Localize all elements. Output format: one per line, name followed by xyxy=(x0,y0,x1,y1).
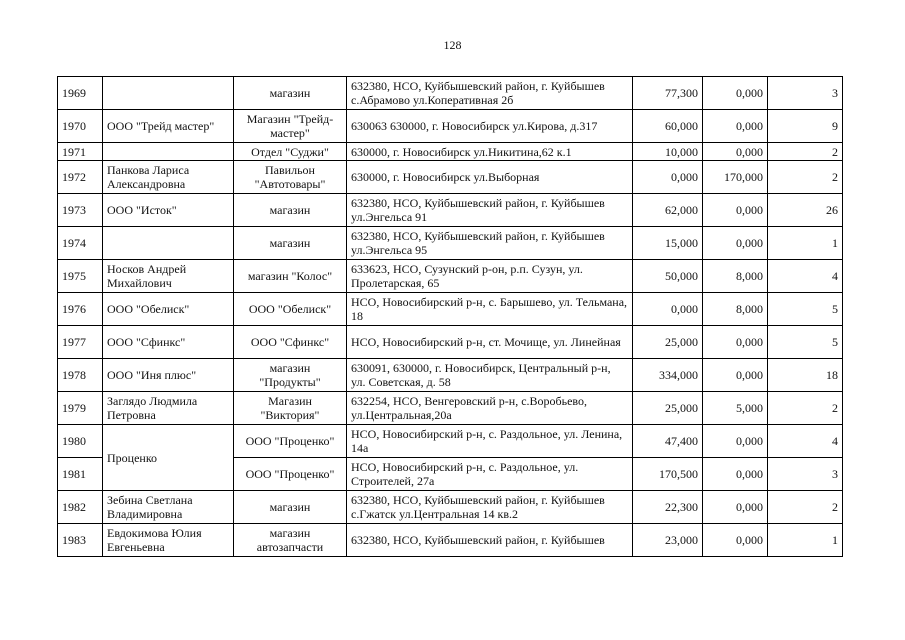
value2-cell: 170,000 xyxy=(703,161,768,194)
address-cell: 632380, НСО, Куйбышевский район, г. Куйбышев с.Абрамово ул.Коперативная 2б xyxy=(347,77,633,110)
address-cell: 632380, НСО, Куйбышевский район, г. Куйбышев ул.Энгельса 91 xyxy=(347,194,633,227)
count-cell: 26 xyxy=(768,194,843,227)
value1-cell: 50,000 xyxy=(633,260,703,293)
count-cell: 2 xyxy=(768,161,843,194)
count-cell: 2 xyxy=(768,392,843,425)
object-type-cell: ООО "Сфинкс" xyxy=(234,326,347,359)
object-type-cell: магазин автозапчасти xyxy=(234,524,347,557)
address-cell: 632254, НСО, Венгеровский р-н, с.Воробьево, ул.Центральная,20а xyxy=(347,392,633,425)
row-number: 1973 xyxy=(58,194,103,227)
count-cell: 3 xyxy=(768,458,843,491)
table-row xyxy=(58,293,843,326)
table-row xyxy=(58,260,843,293)
row-number: 1983 xyxy=(58,524,103,557)
object-type-cell: ООО "Проценко" xyxy=(234,425,347,458)
value1-cell: 60,000 xyxy=(633,110,703,143)
address-cell: 630000, г. Новосибирск ул.Выборная xyxy=(347,161,633,194)
object-type-cell: магазин xyxy=(234,227,347,260)
row-number: 1974 xyxy=(58,227,103,260)
value1-cell: 23,000 xyxy=(633,524,703,557)
value2-cell: 0,000 xyxy=(703,227,768,260)
address-cell: НСО, Новосибирский р-н, ст. Мочище, ул. Линейная xyxy=(347,326,633,359)
value1-cell: 15,000 xyxy=(633,227,703,260)
object-type-cell: магазин xyxy=(234,77,347,110)
value2-cell: 0,000 xyxy=(703,326,768,359)
value1-cell: 25,000 xyxy=(633,326,703,359)
object-type-cell: ООО "Проценко" xyxy=(234,458,347,491)
owner-cell: Панкова Лариса Александровна xyxy=(103,161,234,194)
value1-cell: 77,300 xyxy=(633,77,703,110)
address-cell: 630063 630000, г. Новосибирск ул.Кирова, д.317 xyxy=(347,110,633,143)
table-row xyxy=(58,161,843,194)
value2-cell: 5,000 xyxy=(703,392,768,425)
value1-cell: 25,000 xyxy=(633,392,703,425)
row-number: 1977 xyxy=(58,326,103,359)
table-row xyxy=(58,326,843,359)
value2-cell: 0,000 xyxy=(703,77,768,110)
table-row xyxy=(58,524,843,557)
address-cell: НСО, Новосибирский р-н, с. Раздольное, ул. Ленина, 14а xyxy=(347,425,633,458)
table-row xyxy=(58,227,843,260)
count-cell: 5 xyxy=(768,326,843,359)
row-number: 1971 xyxy=(58,143,103,161)
owner-cell: Заглядо Людмила Петровна xyxy=(103,392,234,425)
value1-cell: 334,000 xyxy=(633,359,703,392)
address-cell: 630000, г. Новосибирск ул.Никитина,62 к.1 xyxy=(347,143,633,161)
row-number: 1981 xyxy=(58,458,103,491)
owner-cell: Носков Андрей Михайлович xyxy=(103,260,234,293)
row-number: 1979 xyxy=(58,392,103,425)
object-type-cell: Магазин "Виктория" xyxy=(234,392,347,425)
object-type-cell: магазин "Колос" xyxy=(234,260,347,293)
count-cell: 1 xyxy=(768,524,843,557)
table-row xyxy=(58,110,843,143)
value2-cell: 0,000 xyxy=(703,359,768,392)
table-row xyxy=(58,491,843,524)
value2-cell: 0,000 xyxy=(703,425,768,458)
address-cell: 633623, НСО, Сузунский р-он, р.п. Сузун, ул. Пролетарская, 65 xyxy=(347,260,633,293)
count-cell: 2 xyxy=(768,143,843,161)
value2-cell: 0,000 xyxy=(703,524,768,557)
page-number: 128 xyxy=(443,38,462,52)
table-row xyxy=(58,392,843,425)
row-number: 1978 xyxy=(58,359,103,392)
value1-cell: 22,300 xyxy=(633,491,703,524)
object-type-cell: ООО "Обелиск" xyxy=(234,293,347,326)
table-row xyxy=(58,425,843,458)
count-cell: 4 xyxy=(768,260,843,293)
address-cell: НСО, Новосибирский р-н, с. Барышево, ул. Тельмана, 18 xyxy=(347,293,633,326)
value2-cell: 8,000 xyxy=(703,260,768,293)
owner-cell: ООО "Иня плюс" xyxy=(103,359,234,392)
owner-cell: ООО "Трейд мастер" xyxy=(103,110,234,143)
owner-cell: Проценко xyxy=(103,425,234,491)
value1-cell: 10,000 xyxy=(633,143,703,161)
address-cell: 630091, 630000, г. Новосибирск, Центральный р-н, ул. Советская, д. 58 xyxy=(347,359,633,392)
row-number: 1975 xyxy=(58,260,103,293)
count-cell: 3 xyxy=(768,77,843,110)
owner-cell: ООО "Исток" xyxy=(103,194,234,227)
owner-cell xyxy=(103,227,234,260)
object-type-cell: магазин "Продукты" xyxy=(234,359,347,392)
object-type-cell: Магазин "Трейд-мастер" xyxy=(234,110,347,143)
owner-cell: ООО "Сфинкс" xyxy=(103,326,234,359)
value1-cell: 170,500 xyxy=(633,458,703,491)
value1-cell: 0,000 xyxy=(633,161,703,194)
object-type-cell: Отдел "Суджи" xyxy=(234,143,347,161)
address-cell: 632380, НСО, Куйбышевский район, г. Куйбышев xyxy=(347,524,633,557)
object-type-cell: Павильон "Автотовары" xyxy=(234,161,347,194)
owner-cell xyxy=(103,143,234,161)
row-number: 1972 xyxy=(58,161,103,194)
count-cell: 5 xyxy=(768,293,843,326)
row-number: 1970 xyxy=(58,110,103,143)
value1-cell: 62,000 xyxy=(633,194,703,227)
count-cell: 2 xyxy=(768,491,843,524)
count-cell: 18 xyxy=(768,359,843,392)
count-cell: 1 xyxy=(768,227,843,260)
row-number: 1976 xyxy=(58,293,103,326)
value2-cell: 0,000 xyxy=(703,491,768,524)
address-cell: 632380, НСО, Куйбышевский район, г. Куйбышев с.Гжатск ул.Центральная 14 кв.2 xyxy=(347,491,633,524)
count-cell: 9 xyxy=(768,110,843,143)
object-type-cell: магазин xyxy=(234,194,347,227)
table-row xyxy=(58,77,843,110)
owner-cell: ООО "Обелиск" xyxy=(103,293,234,326)
registry-table xyxy=(57,76,843,557)
owner-cell xyxy=(103,77,234,110)
table-row xyxy=(58,143,843,161)
address-cell: 632380, НСО, Куйбышевский район, г. Куйбышев ул.Энгельса 95 xyxy=(347,227,633,260)
owner-cell: Зебина Светлана Владимировна xyxy=(103,491,234,524)
value1-cell: 0,000 xyxy=(633,293,703,326)
table-row xyxy=(58,359,843,392)
address-cell: НСО, Новосибирский р-н, с. Раздольное, ул. Строителей, 27а xyxy=(347,458,633,491)
value2-cell: 0,000 xyxy=(703,143,768,161)
value1-cell: 47,400 xyxy=(633,425,703,458)
value2-cell: 0,000 xyxy=(703,194,768,227)
value2-cell: 0,000 xyxy=(703,110,768,143)
value2-cell: 0,000 xyxy=(703,458,768,491)
value2-cell: 8,000 xyxy=(703,293,768,326)
owner-cell: Евдокимова Юлия Евгеньевна xyxy=(103,524,234,557)
count-cell: 4 xyxy=(768,425,843,458)
table-row xyxy=(58,194,843,227)
row-number: 1980 xyxy=(58,425,103,458)
row-number: 1969 xyxy=(58,77,103,110)
object-type-cell: магазин xyxy=(234,491,347,524)
row-number: 1982 xyxy=(58,491,103,524)
